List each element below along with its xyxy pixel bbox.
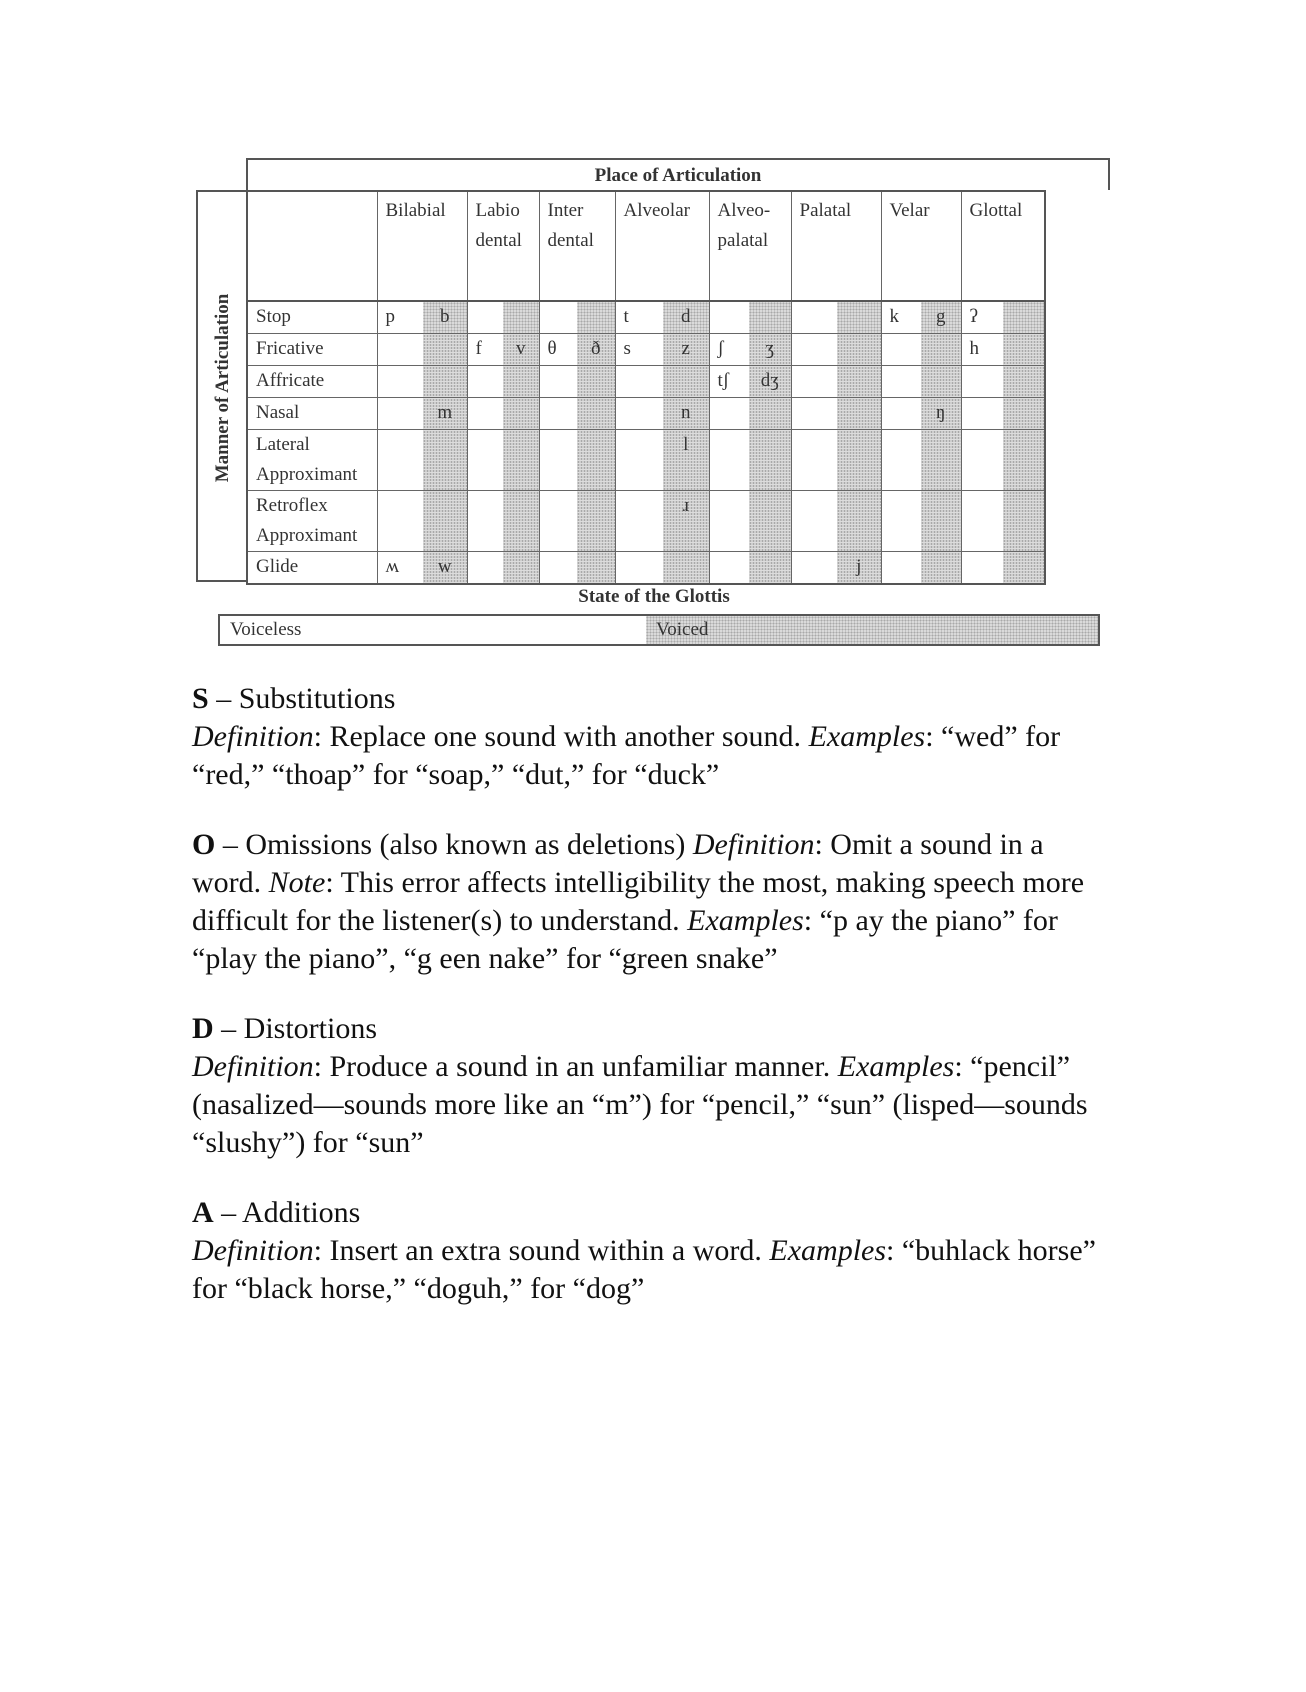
voiced-phoneme: ŋ: [921, 398, 961, 430]
voiceless-phoneme: [377, 398, 423, 430]
voiced-phoneme: [921, 366, 961, 398]
voiced-phoneme: [577, 552, 615, 585]
header-corner: [247, 191, 377, 301]
voiceless-phoneme: [961, 491, 1003, 552]
voiceless-phoneme: [881, 398, 921, 430]
voiced-phoneme: [503, 301, 539, 334]
voiced-phoneme: [577, 301, 615, 334]
section-title: – Substitutions: [208, 682, 396, 715]
voiced-phoneme: [837, 398, 881, 430]
manner-row: [247, 398, 1045, 430]
voiced-phoneme: [503, 552, 539, 585]
manner-label: [247, 398, 377, 430]
voiceless-phoneme: θ: [539, 334, 577, 366]
voiceless-phoneme: [961, 366, 1003, 398]
voiceless-phoneme: [709, 301, 749, 334]
voiced-phoneme: v: [503, 334, 539, 366]
manner-label-line2: Approximant: [256, 525, 358, 546]
voiced-phoneme: [663, 552, 709, 585]
place-label: Inter: [547, 200, 584, 221]
manner-label: [247, 334, 377, 366]
section-body: [192, 1048, 1112, 1162]
place-label: Velar: [889, 200, 930, 221]
voiced-phoneme: [921, 491, 961, 552]
manner-axis-box: [196, 190, 246, 582]
voiced-phoneme: [577, 366, 615, 398]
error-types: [192, 680, 1112, 1340]
examples-label: Examples: [837, 1050, 955, 1083]
manner-row: [247, 491, 1045, 552]
section-letter: O: [192, 828, 216, 861]
voiced-phoneme: [1003, 398, 1045, 430]
manner-label: [247, 430, 377, 491]
voiceless-phoneme: [881, 491, 921, 552]
voiceless-phoneme: [539, 398, 577, 430]
voiceless-phoneme: [377, 366, 423, 398]
voiced-phoneme: ʒ: [749, 334, 791, 366]
voiceless-phoneme: s: [615, 334, 663, 366]
voiced-phoneme: [749, 301, 791, 334]
examples-text: : “p ay the piano” for “play the piano”, “g een nake” for “green snake”: [192, 904, 1058, 975]
voiced-phoneme: [749, 398, 791, 430]
voiced-phoneme: [837, 334, 881, 366]
manner-label-line1: Fricative: [256, 338, 324, 359]
voiced-phoneme: [1003, 334, 1045, 366]
place-label: Alveo-: [717, 200, 771, 221]
voiceless-phoneme: [791, 366, 837, 398]
voiceless-phoneme: [539, 366, 577, 398]
manner-label: [247, 552, 377, 585]
section-heading: [192, 1194, 1112, 1232]
voiceless-phoneme: [615, 366, 663, 398]
definition-text: : Omit a sound in a word.: [192, 828, 1044, 899]
examples-label: Examples: [808, 720, 926, 753]
examples-text: : “buhlack horse” for “black horse,” “doguh,” for “dog”: [192, 1234, 1096, 1305]
voiced-phoneme: [577, 398, 615, 430]
place-header: [615, 191, 709, 301]
manner-label: [247, 301, 377, 334]
voiceless-phoneme: [791, 552, 837, 585]
manner-row: [247, 334, 1045, 366]
voiceless-phoneme: [467, 366, 503, 398]
voiceless-phoneme: [377, 491, 423, 552]
manner-label-line1: Retroflex: [256, 495, 328, 516]
manner-label: [247, 491, 377, 552]
voiceless-phoneme: t: [615, 301, 663, 334]
voiceless-phoneme: [377, 334, 423, 366]
voiceless-phoneme: [467, 552, 503, 585]
voiceless-phoneme: [961, 552, 1003, 585]
definition-label: Definition: [192, 1234, 314, 1267]
voiced-phoneme: [423, 366, 467, 398]
place-header: [467, 191, 539, 301]
voiced-phoneme: [423, 334, 467, 366]
voiceless-phoneme: [709, 430, 749, 491]
voiceless-phoneme: [709, 398, 749, 430]
voiced-phoneme: [837, 366, 881, 398]
place-label: Glottal: [969, 200, 1023, 221]
voiceless-phoneme: [961, 398, 1003, 430]
voiceless-phoneme: [615, 398, 663, 430]
manner-label-line1: Lateral: [256, 434, 310, 455]
voiceless-phoneme: [791, 301, 837, 334]
manner-row: [247, 366, 1045, 398]
voiceless-phoneme: [377, 430, 423, 491]
place-label-line2: palatal: [717, 230, 769, 251]
voiced-phoneme: [423, 430, 467, 491]
voiceless-phoneme: [615, 430, 663, 491]
voiced-phoneme: [503, 491, 539, 552]
voiced-phoneme: [837, 491, 881, 552]
section-heading: [192, 1010, 1112, 1048]
section-body: [192, 1232, 1112, 1308]
voiceless-phoneme: h: [961, 334, 1003, 366]
state-of-glottis-title: State of the Glottis: [578, 586, 730, 607]
voiceless-phoneme: [961, 430, 1003, 491]
voiced-phoneme: d: [663, 301, 709, 334]
voiceless-phoneme: [467, 398, 503, 430]
voiceless-phoneme: [791, 398, 837, 430]
manner-label-line2: Approximant: [256, 464, 358, 485]
section-heading: [192, 680, 1112, 718]
place-label-line2: dental: [547, 230, 594, 251]
voiceless-label: Voiceless: [230, 619, 302, 640]
voiced-phoneme: [749, 430, 791, 491]
voiced-phoneme: [921, 552, 961, 585]
voiced-phoneme: [1003, 552, 1045, 585]
note-text: : This error affects intelligibility the most, making speech more difficult for the listener(s) to understand.: [192, 866, 1085, 937]
section-body: [192, 718, 1112, 794]
place-header: [881, 191, 961, 301]
place-of-articulation-title: Place of Articulation: [246, 158, 1110, 190]
voiced-phoneme: j: [837, 552, 881, 585]
voiceless-phoneme: ʔ: [961, 301, 1003, 334]
place-header: [377, 191, 467, 301]
voiced-phoneme: [663, 366, 709, 398]
voiced-phoneme: ð: [577, 334, 615, 366]
section-omissions: [192, 826, 1112, 978]
manner-label-line1: Stop: [256, 306, 291, 327]
voiceless-phoneme: [881, 430, 921, 491]
voiceless-phoneme: [709, 552, 749, 585]
voiced-phoneme: n: [663, 398, 709, 430]
section-title: – Additions: [213, 1196, 361, 1229]
voiced-phoneme: [503, 398, 539, 430]
section-title: – Distortions: [213, 1012, 378, 1045]
voiceless-phoneme: ʍ: [377, 552, 423, 585]
voiceless-phoneme: tʃ: [709, 366, 749, 398]
section-letter: D: [192, 1012, 214, 1045]
section-substitutions: [192, 680, 1112, 794]
voiceless-phoneme: [881, 334, 921, 366]
definition-label: Definition: [192, 1050, 314, 1083]
voiced-label: Voiced: [646, 616, 1098, 644]
manner-label-line1: Affricate: [256, 370, 325, 391]
place-label: Labio: [475, 200, 520, 221]
manner-row: [247, 301, 1045, 334]
voiceless-phoneme: [791, 334, 837, 366]
section-title: – Omissions (also known as deletions): [215, 828, 693, 861]
note-label: Note: [268, 866, 326, 899]
place-header: [709, 191, 791, 301]
glottis-legend: [218, 614, 1100, 646]
section-distortions: [192, 1010, 1112, 1162]
voiceless-phoneme: [539, 301, 577, 334]
place-label: Bilabial: [385, 200, 446, 221]
definition-label: Definition: [692, 828, 815, 861]
voiced-phoneme: [1003, 301, 1045, 334]
examples-text: : “pencil” (nasalized—sounds more like an “m”) for “pencil,” “sun” (lisped—sounds “slushy”) for “sun”: [192, 1050, 1088, 1159]
voiceless-phoneme: [539, 552, 577, 585]
voiced-phoneme: [749, 491, 791, 552]
section-additions: [192, 1194, 1112, 1308]
voiceless-phoneme: [709, 491, 749, 552]
section-body: [192, 826, 1112, 978]
voiceless-phoneme: [615, 491, 663, 552]
examples-label: Examples: [687, 904, 804, 937]
voiced-phoneme: [503, 430, 539, 491]
place-header: [539, 191, 615, 301]
place-label: Palatal: [799, 200, 852, 221]
voiceless-phoneme: [539, 430, 577, 491]
manner-row: [247, 552, 1045, 585]
voiceless-phoneme: [467, 430, 503, 491]
voiced-phoneme: ɹ: [663, 491, 709, 552]
voiced-phoneme: [423, 491, 467, 552]
voiced-phoneme: [837, 430, 881, 491]
place-header: [791, 191, 881, 301]
voiced-phoneme: l: [663, 430, 709, 491]
voiceless-phoneme: p: [377, 301, 423, 334]
voiceless-phoneme: f: [467, 334, 503, 366]
voiced-phoneme: dʒ: [749, 366, 791, 398]
place-label: Alveolar: [623, 200, 690, 221]
voiced-phoneme: w: [423, 552, 467, 585]
manner-label: [247, 366, 377, 398]
voiced-phoneme: [503, 366, 539, 398]
voiceless-phoneme: ʃ: [709, 334, 749, 366]
manner-row: [247, 430, 1045, 491]
voiceless-phoneme: [791, 491, 837, 552]
place-label-line2: dental: [475, 230, 522, 251]
manner-label-line1: Glide: [256, 556, 299, 577]
voiced-phoneme: [1003, 366, 1045, 398]
voiced-phoneme: [921, 334, 961, 366]
voiced-phoneme: z: [663, 334, 709, 366]
voiceless-phoneme: [467, 491, 503, 552]
voiced-phoneme: [837, 301, 881, 334]
voiced-phoneme: [577, 430, 615, 491]
voiceless-phoneme: [881, 366, 921, 398]
consonant-table: [246, 190, 1046, 585]
definition-label: Definition: [192, 720, 314, 753]
voiceless-phoneme: [791, 430, 837, 491]
voiced-phoneme: [577, 491, 615, 552]
voiced-phoneme: [921, 430, 961, 491]
definition-text: : Produce a sound in an unfamiliar manner.: [313, 1050, 838, 1083]
definition-text: : Insert an extra sound within a word.: [313, 1234, 770, 1267]
voiced-phoneme: [749, 552, 791, 585]
manner-label-line1: Nasal: [256, 402, 300, 423]
voiced-phoneme: b: [423, 301, 467, 334]
voiceless-phoneme: k: [881, 301, 921, 334]
voiceless-phoneme: [881, 552, 921, 585]
voiced-phoneme: g: [921, 301, 961, 334]
voiceless-phoneme: [467, 301, 503, 334]
examples-text: : “wed” for “red,” “thoap” for “soap,” “dut,” for “duck”: [192, 720, 1061, 791]
voiceless-phoneme: [615, 552, 663, 585]
voiceless-phoneme: [539, 491, 577, 552]
definition-text: : Replace one sound with another sound.: [313, 720, 809, 753]
voiced-phoneme: m: [423, 398, 467, 430]
manner-of-articulation-title: Manner of Articulation: [212, 293, 233, 483]
voiced-phoneme: [1003, 430, 1045, 491]
place-header: [961, 191, 1045, 301]
voiced-phoneme: [1003, 491, 1045, 552]
examples-label: Examples: [769, 1234, 887, 1267]
section-letter: S: [192, 682, 209, 715]
section-letter: A: [192, 1196, 214, 1229]
